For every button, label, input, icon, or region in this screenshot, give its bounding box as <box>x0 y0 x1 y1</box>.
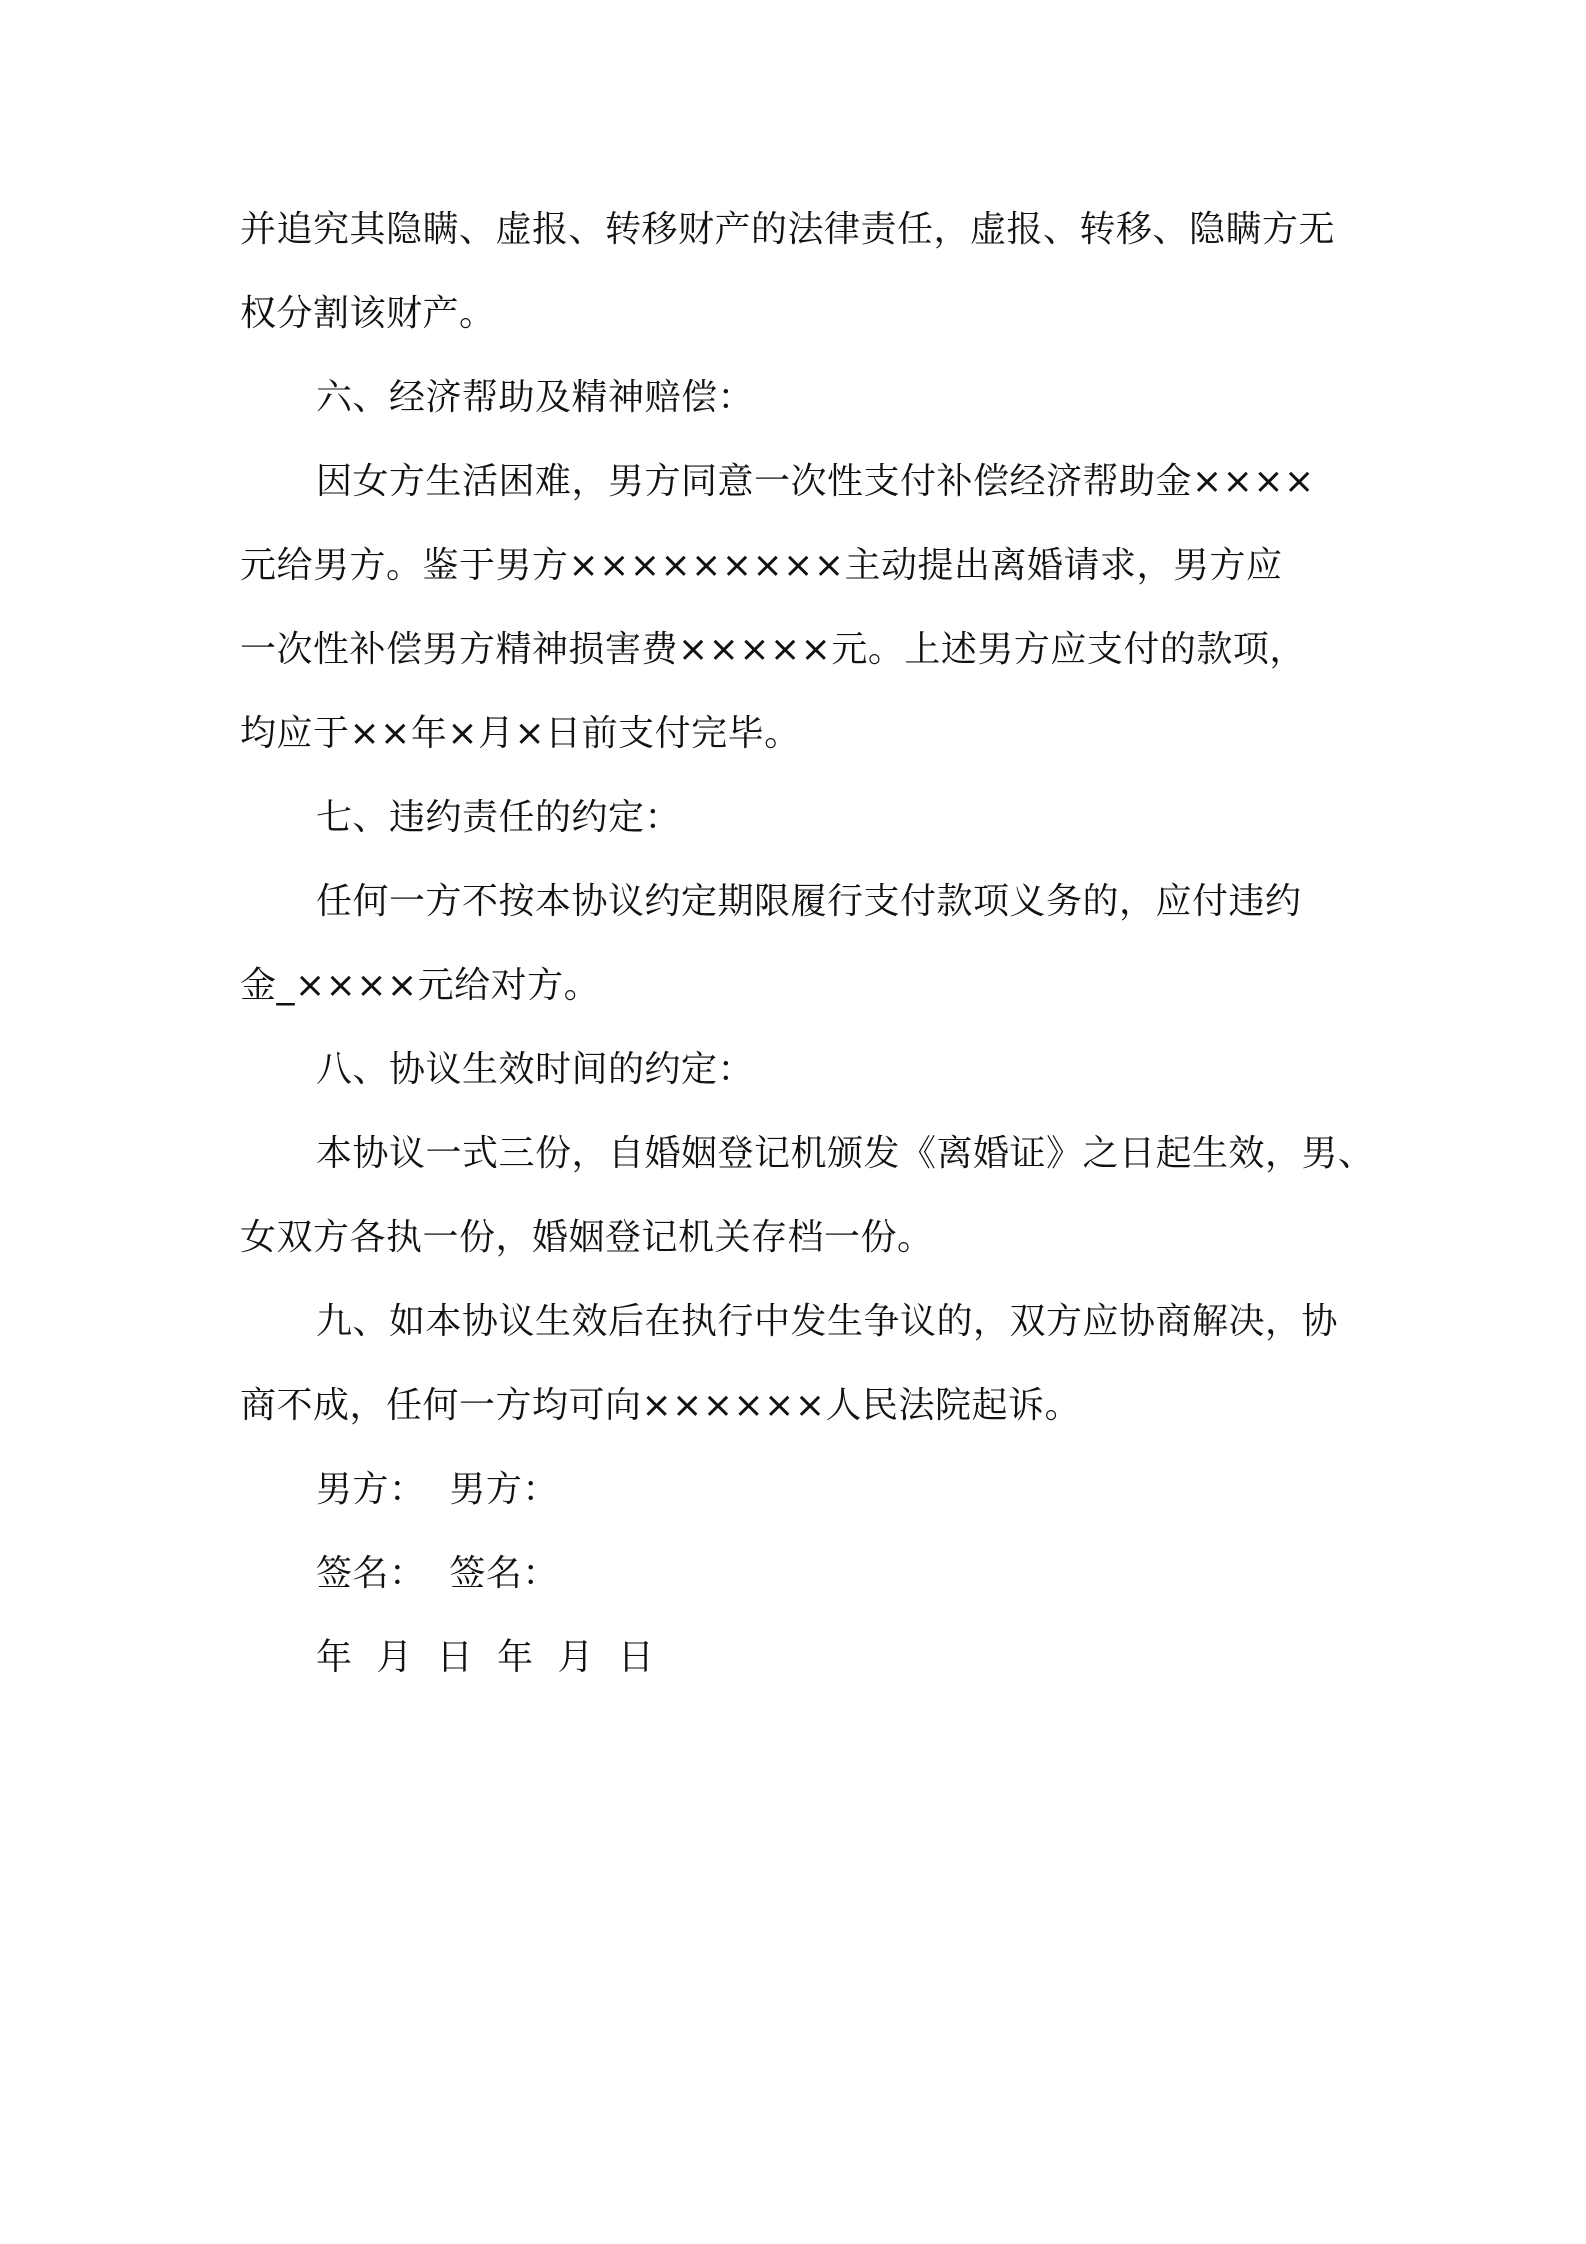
signature-sign-line: 签名： 签名： <box>316 1553 559 1594</box>
paragraph-line: 商不成，任何一方均可向××××××人民法院起诉。 <box>240 1385 1081 1426</box>
section-heading-9: 九、如本协议生效后在执行中发生争议的，双方应协商解决，协 <box>316 1301 1339 1342</box>
paragraph-line: 一次性补偿男方精神损害费×××××元。上述男方应支付的款项， <box>240 629 1306 670</box>
paragraph-line: 并追究其隐瞒、虚报、转移财产的法律责任，虚报、转移、隐瞒方无 <box>240 209 1336 250</box>
section-heading-7: 七、违约责任的约定： <box>316 797 682 838</box>
signature-party-line: 男方： 男方： <box>316 1469 559 1510</box>
section-heading-6: 六、经济帮助及精神赔偿： <box>316 377 755 418</box>
paragraph-line: 任何一方不按本协议约定期限履行支付款项义务的，应付违约 <box>316 881 1302 922</box>
paragraph-line: 因女方生活困难，男方同意一次性支付补偿经济帮助金×××× <box>316 461 1315 502</box>
section-heading-8: 八、协议生效时间的约定： <box>316 1049 755 1090</box>
signature-date-line: 年 月 日 年 月 日 <box>316 1637 655 1678</box>
paragraph-line: 本协议一式三份，自婚姻登记机颁发《离婚证》之日起生效，男、 <box>316 1133 1375 1174</box>
paragraph-line: 均应于××年×月×日前支付完毕。 <box>240 713 801 754</box>
paragraph-line: 元给男方。鉴于男方×××××××××主动提出离婚请求，男方应 <box>240 545 1283 586</box>
paragraph-line: 金_××××元给对方。 <box>240 965 601 1006</box>
paragraph-line: 女双方各执一份，婚姻登记机关存档一份。 <box>240 1217 934 1258</box>
paragraph-line: 权分割该财产。 <box>240 293 496 334</box>
